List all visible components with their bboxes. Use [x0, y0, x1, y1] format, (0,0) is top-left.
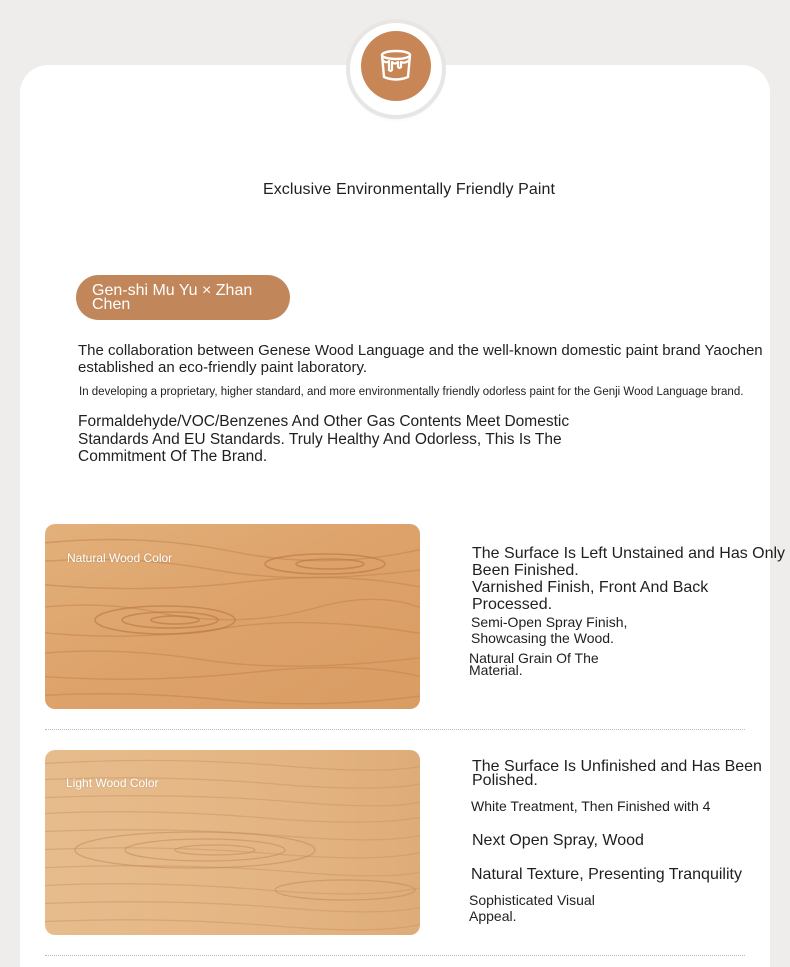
standards-line-1: Formaldehyde/VOC/Benzenes And Other Gas Contents Meet Domestic [78, 413, 570, 430]
finish-1-line-8: Material. [469, 662, 523, 678]
paint-badge [350, 23, 442, 115]
standards-line-3: Commitment Of The Brand. [78, 448, 268, 465]
finish-1-line-3: Varnished Finish, Front And Back [472, 579, 709, 596]
finish-1-line-6: Showcasing the Wood. [471, 630, 614, 646]
finish-1-line-1: The Surface Is Left Unstained and Has Only [472, 545, 786, 562]
pill-line-1: Gen-shi Mu Yu × Zhan [92, 282, 253, 299]
finish-2-line-6: Sophisticated Visual [469, 892, 595, 908]
finish-2-line-2: Polished. [472, 772, 538, 789]
finish-2-line-1: The Surface Is Unfinished and Has Been [472, 758, 762, 775]
light-wood-sample [45, 750, 420, 935]
natural-wood-sample [45, 524, 420, 709]
finish-1-line-2: Been Finished. [472, 562, 579, 579]
finish-1-line-5: Semi-Open Spray Finish, [471, 614, 628, 630]
intro-small-text: In developing a proprietary, higher standard, and more environmentally friendly odorless paint for the Genji Wood Language brand. [79, 386, 744, 398]
intro-line-1: The collaboration between Genese Wood Language and the well-known domestic paint brand Yaochen [78, 342, 763, 359]
divider [45, 729, 745, 730]
finish-2-line-3: White Treatment, Then Finished with 4 [471, 798, 711, 814]
finish-2-line-5: Natural Texture, Presenting Tranquility [471, 866, 742, 883]
collaboration-pill [76, 275, 290, 320]
light-wood-label: Light Wood Color [66, 776, 159, 790]
divider [45, 955, 745, 956]
finish-2-line-4: Next Open Spray, Wood [472, 832, 644, 849]
standards-line-2: Standards And EU Standards. Truly Healthy And Odorless, This Is The [78, 430, 562, 448]
finish-1-line-7: Natural Grain Of The [469, 650, 599, 666]
intro-line-2: established an eco-friendly paint laboratory. [78, 359, 368, 376]
natural-wood-label: Natural Wood Color [67, 551, 173, 565]
paint-bucket-icon [361, 31, 431, 101]
intro-paragraph [78, 342, 790, 376]
page-title: Exclusive Environmentally Friendly Paint [262, 181, 556, 198]
finish-2-line-7: Appeal. [469, 908, 517, 924]
standards-paragraph [78, 413, 598, 466]
pill-line-2: Chen [92, 296, 131, 313]
finish-1-line-4: Processed. [472, 596, 553, 613]
